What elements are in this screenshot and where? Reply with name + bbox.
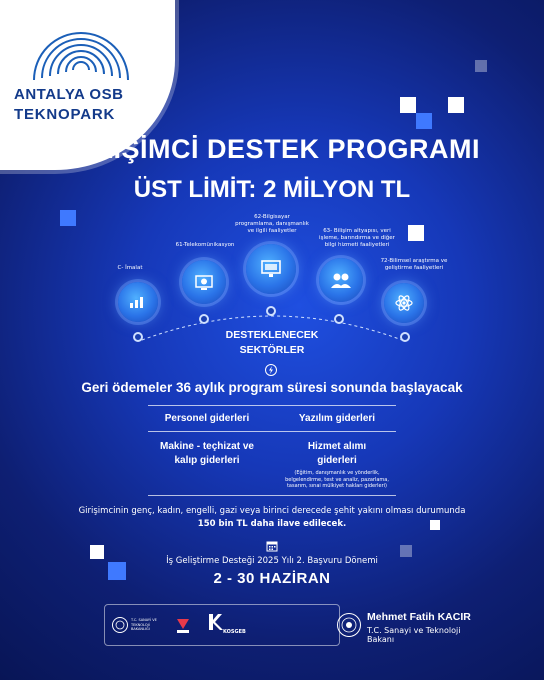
sector-it-infra-circle: [319, 258, 363, 302]
sector-center-line1: DESTEKLENECEK: [225, 329, 319, 341]
minister-name: Mehmet Fatih KACIR: [367, 611, 471, 623]
expense-machine-line1: Makine - teçhizat ve: [160, 441, 254, 452]
bolt-icon: [265, 364, 277, 376]
footer-logos: [104, 604, 340, 646]
sector-computer-circle: [246, 244, 296, 294]
bonus-text: [0, 505, 544, 531]
logo-line1: ANTALYA OSB: [14, 86, 124, 103]
minister-title: T.C. Sanayi ve Teknoloji Bakanı: [367, 626, 461, 644]
sector-telekom-circle: [182, 260, 226, 304]
sector-label-computer: 62-Bilgisayar programlama, danışmanlık ve ilgili faaliyetler: [235, 214, 309, 234]
sector-label-imalat: C- İmalat: [117, 265, 143, 271]
supported-sectors-heading: [0, 328, 544, 358]
bonus-line1: Girişimcinin genç, kadın, engelli, gazi veya birinci derecede şehit yakını olması durumunda: [78, 506, 466, 516]
application-period: İş Geliştirme Desteği 2025 Yılı 2. Başvuru Dönemi: [166, 556, 378, 566]
expense-service-line2: giderleri: [317, 455, 357, 466]
sector-label-research: 72-Bilimsel araştırma ve geliştirme faaliyetleri: [380, 258, 448, 271]
sector-label-telekom: 61-Telekomünikasyon: [175, 242, 235, 248]
arc-dot: [199, 314, 209, 324]
expense-service-line1: Hizmet alımı: [307, 441, 367, 452]
decor-square: [408, 225, 424, 241]
minister-block: [334, 608, 484, 648]
kosgeb-logo-icon: [207, 613, 223, 631]
decor-square: [400, 97, 416, 113]
users-icon: [330, 272, 352, 288]
decor-square: [475, 60, 487, 72]
decor-square: [416, 113, 432, 129]
service-note-line3: tasarım, sınai mülkiyet hakları giderleri): [286, 483, 388, 489]
telecom-icon: [194, 273, 214, 291]
ministry-name: T.C. SANAYİ VE TEKNOLOJİ BAKANLIĞI: [131, 618, 157, 631]
sector-center-line2: SEKTÖRLER: [239, 344, 305, 356]
arc-dot: [334, 314, 344, 324]
bonus-line2: 150 bin TL daha ilave edilecek.: [197, 519, 347, 529]
service-note-line2: belgelendirme, test ve analiz, pazarlama,: [285, 476, 389, 483]
service-note-line1: (Eğitim, danışmanlık ve yönderlik,: [294, 470, 380, 476]
expense-software: Yazılım giderleri: [298, 413, 376, 424]
concentric-rings-logo-icon: [26, 12, 136, 84]
ministry-seal-icon: [111, 616, 129, 634]
expense-machine-line2: kalıp giderleri: [174, 455, 240, 466]
sector-label-it-infra: 63- Bilişim altyapısı, veri işleme, barındırma ve diğer bilgi hizmeti faaliyetleri: [319, 228, 395, 248]
divider: [148, 405, 396, 406]
refund-text: Geri ödemeler 36 aylık program süresi sonunda başlayacak: [81, 380, 463, 395]
arc-dot: [266, 306, 276, 316]
logo-line2: TEKNOPARK: [14, 106, 116, 123]
expense-service: [278, 440, 396, 468]
kosgeb-label: KOSGEB: [223, 629, 246, 635]
application-dates: 2 - 30 HAZİRAN: [213, 570, 331, 587]
computer-icon: [260, 259, 282, 279]
expense-machine: [148, 440, 266, 468]
ministry-seal-icon: [336, 612, 362, 638]
page-title: GİRİŞİMCİ DESTEK PROGRAMI: [63, 134, 481, 164]
decor-square: [448, 97, 464, 113]
divider: [148, 495, 396, 496]
expense-personnel: Personel giderleri: [164, 413, 250, 424]
decor-square: [60, 210, 76, 226]
upper-limit: ÜST LİMİT: 2 MİLYON TL: [133, 176, 411, 203]
calendar-icon: [266, 540, 278, 552]
ministry-secondary-logo-icon: [175, 615, 191, 635]
divider: [148, 431, 396, 432]
expense-service-note: [278, 470, 396, 490]
